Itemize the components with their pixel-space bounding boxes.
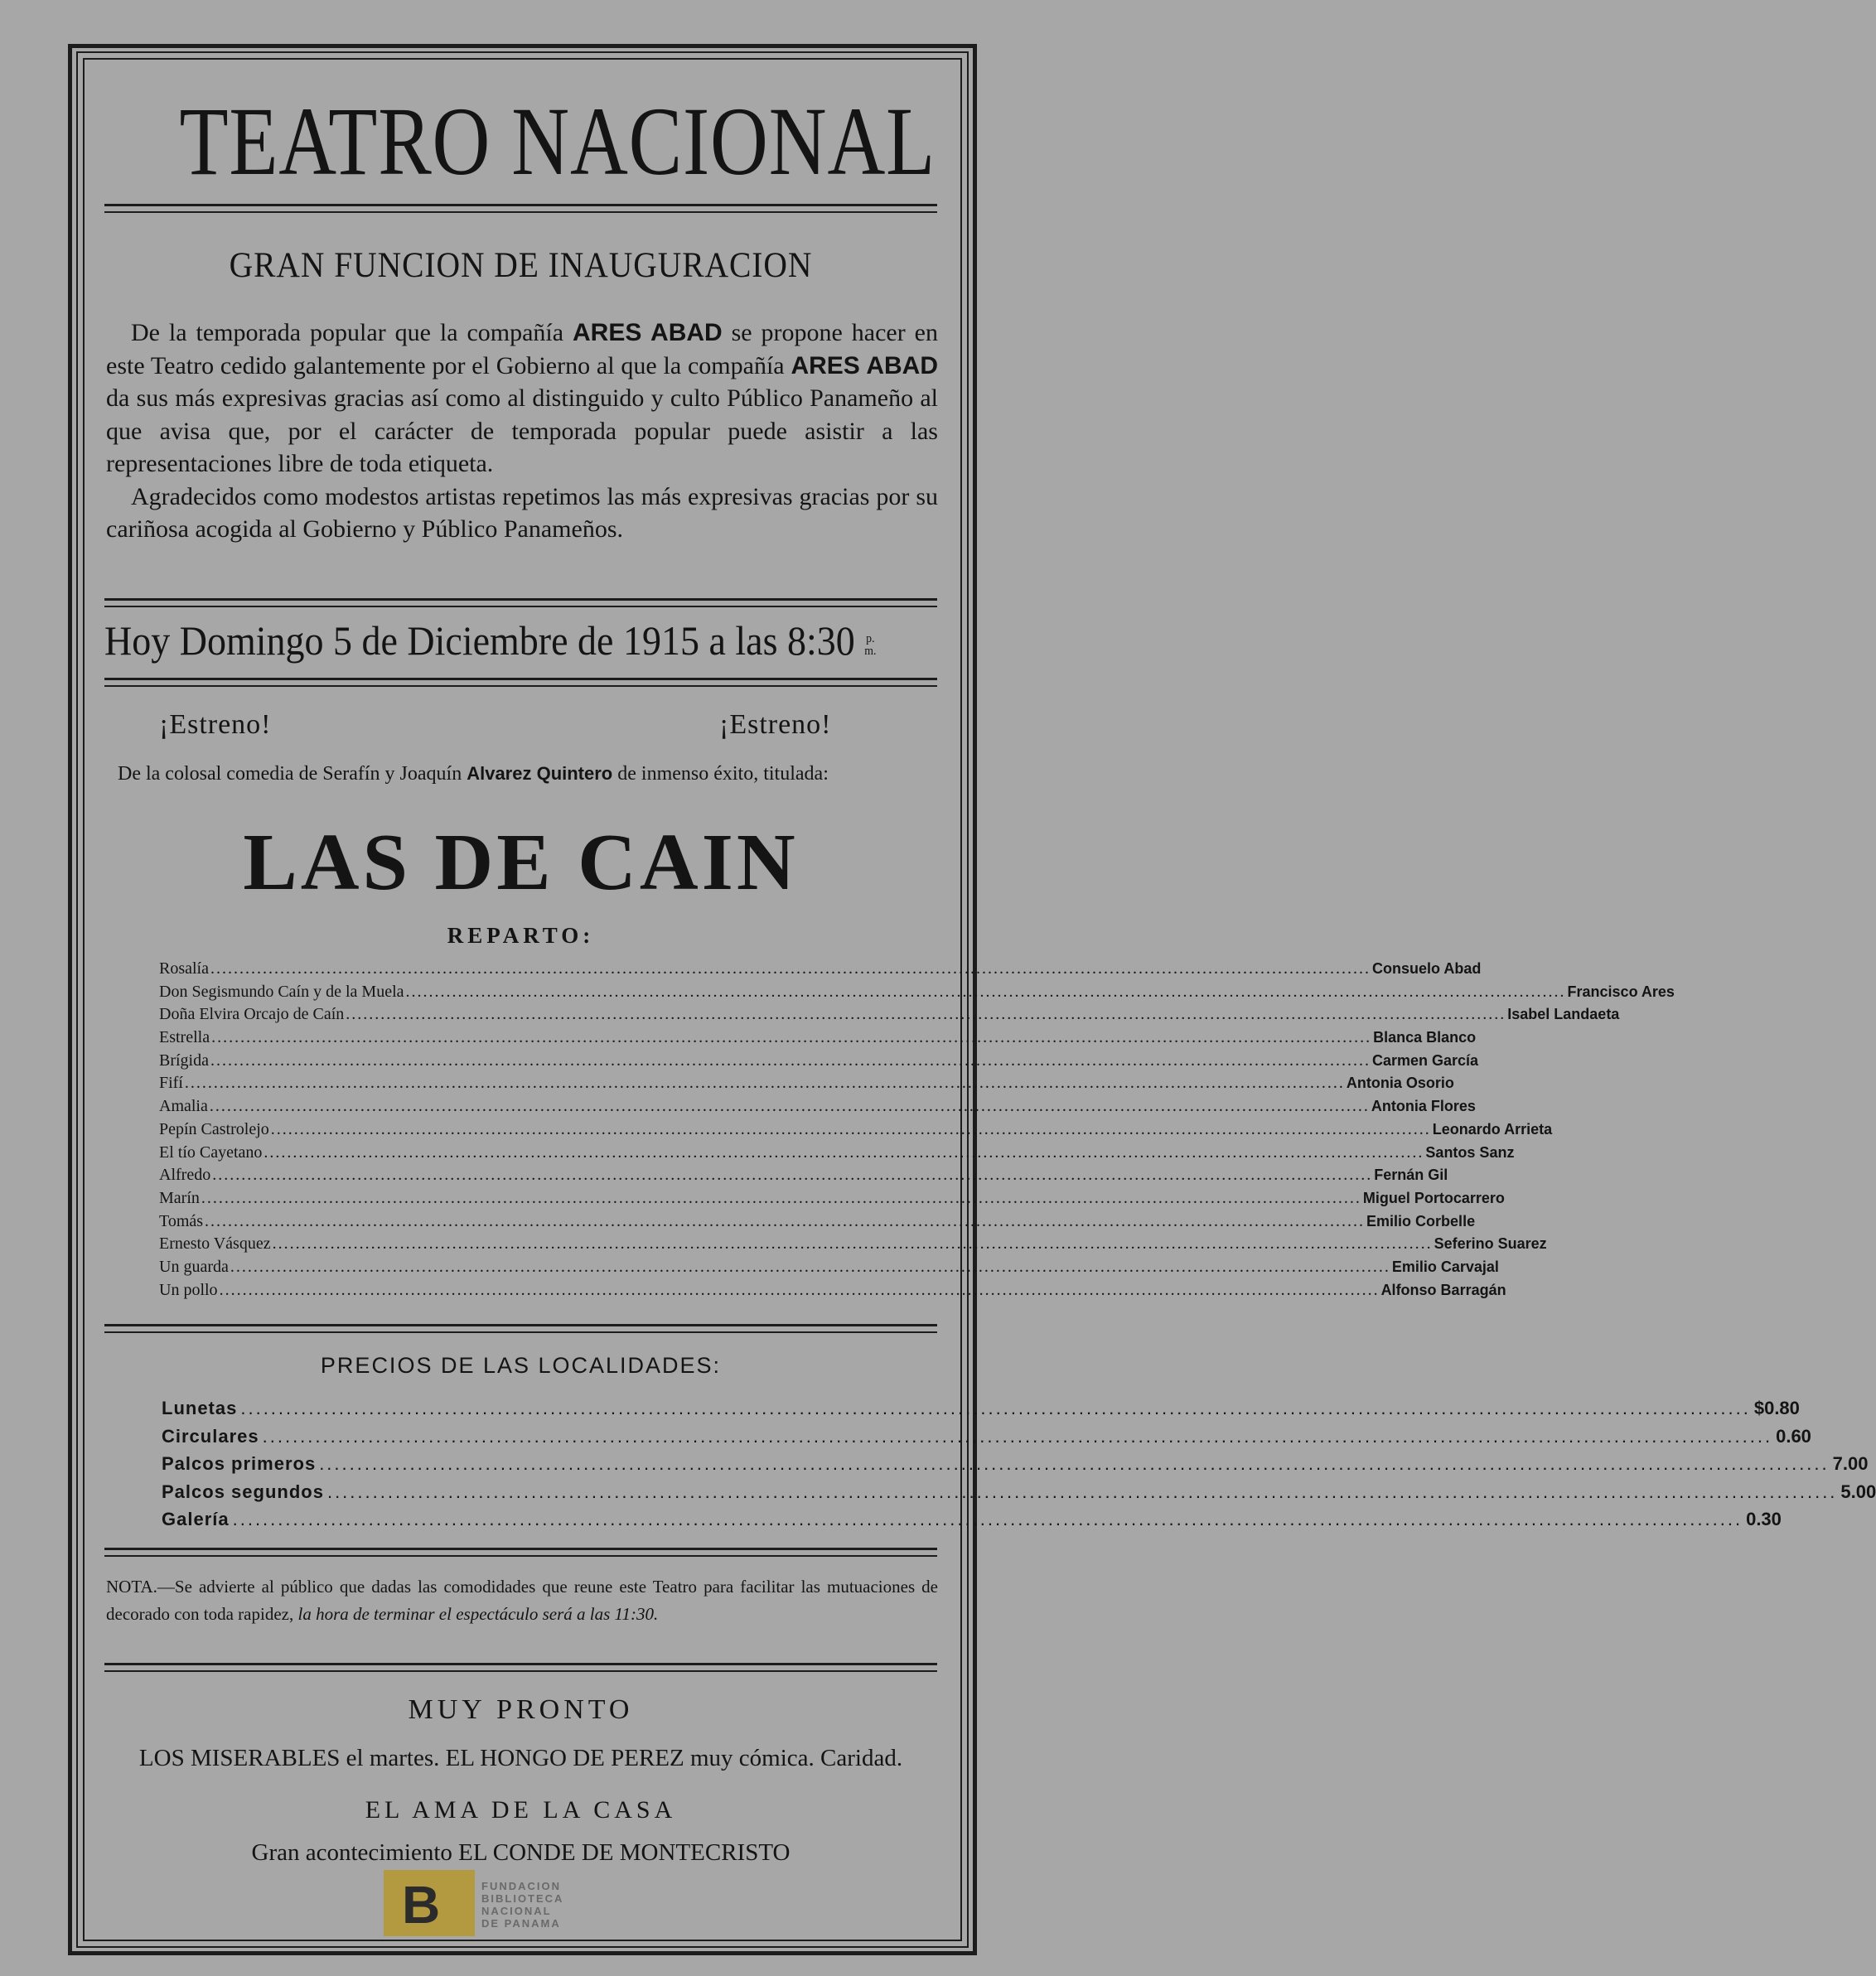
cast-row [159,1280,1506,1304]
cast-role: Rosalía [159,959,209,978]
price-value: 0.30 [1746,1509,1782,1529]
cast-role: Amalia [159,1097,208,1116]
logo-mark: B [384,1870,475,1936]
leader-dots: ........................................................................................................................................................................................................ [346,1005,1506,1024]
price-value: 0.60 [1776,1425,1811,1447]
pm-label: p. m. [864,631,877,658]
prices-heading: PRECIOS DE LAS LOCALIDADES: [320,1353,722,1378]
cast-role: Ernesto Vásquez [159,1234,271,1254]
price-row [162,1453,1869,1481]
theatre-title: TEATRO NACIONAL [179,87,936,196]
play-title: LAS DE CAIN [243,818,799,907]
upcoming-play: EL AMA DE LA CASA [365,1796,677,1824]
cast-actor: Carmen García [1372,1051,1479,1069]
company-name: ARES ABAD [573,319,723,346]
divider-rule [104,1548,937,1557]
leader-dots: ........................................................................................................................................................................................................ [184,1074,1345,1093]
leader-dots: ........................................................................................................................................................................................................ [209,1097,1370,1116]
cast-role: Un pollo [159,1280,218,1299]
intro-text [106,316,938,546]
price-row [162,1425,1811,1454]
cast-actor: Santos Sanz [1425,1143,1515,1161]
cast-role: Brígida [159,1051,209,1070]
divider-rule [104,598,937,607]
cast-row [159,1005,1620,1028]
cast-actor: Alfonso Barragán [1380,1281,1506,1298]
cast-actor: Emilio Corbelle [1366,1212,1476,1230]
cast-row [159,1166,1448,1189]
performance-date: Hoy Domingo 5 de Diciembre de 1915 a las 8:30 p. m. [104,617,877,664]
cast-actor: Isabel Landaeta [1507,1006,1620,1023]
cast-actor: Blanca Blanco [1373,1029,1477,1046]
cast-actor: Francisco Ares [1567,983,1675,1000]
cast-row [159,959,1482,983]
leader-dots: ........................................................................................................................................................................................................ [240,1398,1751,1418]
leader-dots: ........................................................................................................................................................................................................ [210,1051,1371,1070]
leader-dots: ........................................................................................................................................................................................................ [201,1188,1361,1207]
logo-text: FUNDACION BIBLIOTECA NACIONAL DE PANAMA [481,1880,564,1930]
price-label: Galería [162,1509,230,1529]
leader-dots: ........................................................................................................................................................................................................ [262,1425,1773,1447]
price-label: Lunetas [162,1398,238,1418]
divider-rule [104,1324,937,1333]
divider-rule [104,1663,937,1672]
note-text: NOTA.—Se advierte al público que dadas las comodidades que reune este Teatro para facilitar las mutuaciones de decorado con toda rapidez, la hora de terminar el espectáculo será a las 11:30. [106,1577,938,1624]
cast-actor: Emilio Carvajal [1391,1258,1499,1275]
leader-dots: ........................................................................................................................................................................................................ [210,959,1371,978]
leader-dots: ........................................................................................................................................................................................................ [326,1481,1838,1502]
price-row [162,1398,1800,1426]
leader-dots: ........................................................................................................................................................................................................ [205,1211,1366,1230]
cast-heading: REPARTO: [447,923,595,948]
leader-dots: ........................................................................................................................................................................................................ [219,1280,1380,1299]
cast-actor: Seferino Suarez [1434,1235,1547,1253]
cast-row [159,1188,1505,1212]
divider-rule [104,678,937,687]
cast-row [159,1211,1476,1235]
price-row [162,1481,1876,1510]
cast-row [159,1143,1515,1167]
upcoming-shows: LOS MISERABLES el martes. EL HONGO DE PEREZ muy cómica. Caridad. [138,1745,903,1771]
company-name: ARES ABAD [791,351,938,379]
price-list [162,1398,1876,1537]
cast-row [159,1257,1499,1281]
leader-dots: ........................................................................................................................................................................................................ [272,1234,1433,1254]
cast-row [159,1119,1553,1143]
cast-row [159,1234,1547,1258]
cast-role: Doña Elvira Orcajo de Caín [159,1005,345,1024]
divider-rule [104,204,937,213]
event-subtitle: GRAN FUNCION DE INAUGURACION [229,246,813,285]
leader-dots: ........................................................................................................................................................................................................ [405,982,1566,1001]
authors: Alvarez Quintero [467,763,613,784]
leader-dots: ........................................................................................................................................................................................................ [211,1028,1372,1047]
cast-list [159,959,1675,1303]
leader-dots: ........................................................................................................................................................................................................ [319,1453,1830,1474]
library-watermark-logo [384,1870,632,1936]
leader-dots: ........................................................................................................................................................................................................ [212,1166,1373,1185]
intro-paragraph-1: De la temporada popular que la compañía ARES ABAD se propone hacer en este Teatro cedido galantemente por el Gobierno al que la compañía ARES ABAD da sus más expresivas gracias así como al distinguido y culto Público Panameño al que avisa que, por el carácter de temporada popular puede asistir a las representaciones libre de toda etiqueta. [106,319,938,477]
cast-actor: Fernán Gil [1374,1167,1448,1184]
estreno-right: ¡Estreno! [719,709,832,740]
price-label: Palcos segundos [162,1481,324,1502]
cast-row [159,982,1675,1006]
cast-role: Pepín Castrolejo [159,1119,269,1138]
cast-role: Fifí [159,1074,183,1093]
cast-role: Don Segismundo Caín y de la Muela [159,982,404,1001]
cast-actor: Antonia Osorio [1346,1075,1454,1092]
price-value: 7.00 [1832,1453,1869,1474]
cast-actor: Consuelo Abad [1372,960,1482,977]
cast-actor: Antonia Flores [1371,1098,1476,1115]
cast-role: Alfredo [159,1166,211,1185]
leader-dots: ........................................................................................................................................................................................................ [232,1509,1743,1529]
leader-dots: ........................................................................................................................................................................................................ [270,1119,1431,1138]
cast-row [159,1074,1454,1097]
leader-dots: ........................................................................................................................................................................................................ [230,1257,1390,1276]
currency-symbol: $ [1753,1398,1765,1418]
cast-role: Estrella [159,1028,210,1047]
cast-actor: Leonardo Arrieta [1432,1120,1553,1138]
upcoming-event: Gran acontecimiento EL CONDE DE MONTECRISTO [251,1839,791,1866]
leader-dots: ........................................................................................................................................................................................................ [264,1143,1424,1162]
cast-role: El tío Cayetano [159,1143,263,1162]
price-value: 5.00 [1840,1481,1876,1502]
intro-paragraph-2: Agradecidos como modestos artistas repetimos las más expresivas gracias por su cariñosa acogida al Gobierno y Público Panameños. [106,482,938,543]
price-value: 0.80 [1764,1398,1800,1418]
comedy-intro: De la colosal comedia de Serafín y Joaquín Alvarez Quintero de inmenso éxito, titulada: [118,763,829,785]
cast-row [159,1028,1477,1051]
cast-row [159,1097,1476,1120]
cast-role: Marín [159,1188,200,1207]
estreno-left: ¡Estreno! [159,709,272,740]
cast-row [159,1051,1479,1075]
price-label: Circulares [162,1425,259,1447]
price-label: Palcos primeros [162,1453,317,1474]
cast-role: Tomás [159,1211,204,1230]
coming-soon-heading: MUY PRONTO [408,1694,634,1725]
cast-role: Un guarda [159,1257,229,1276]
cast-actor: Miguel Portocarrero [1362,1189,1505,1206]
price-row [162,1509,1782,1537]
